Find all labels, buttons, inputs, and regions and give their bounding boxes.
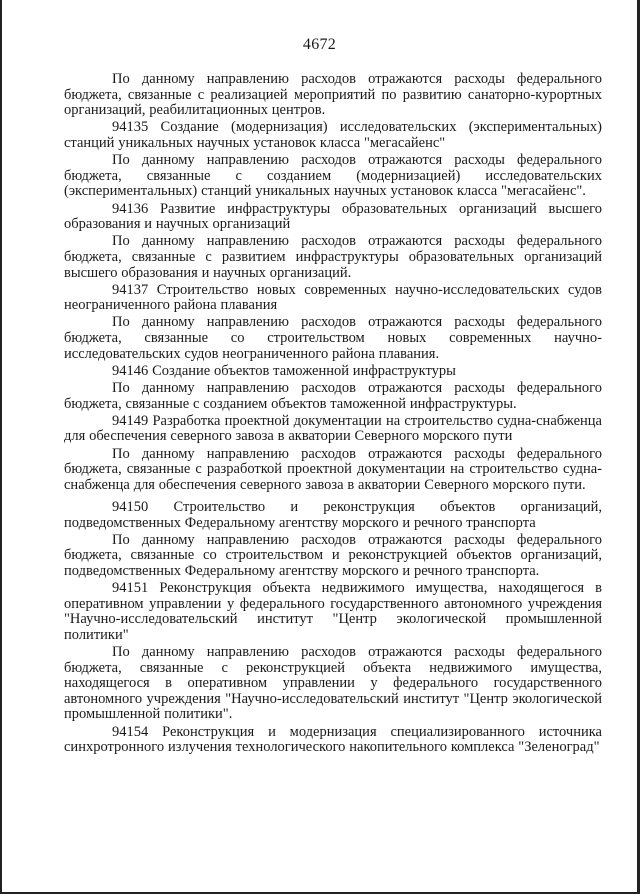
paragraph-94149-description: По данному направлению расходов отражаются расходы федерального бюджета, связанные с разработкой проектной документации на строительство судна-снабженца для обеспечения северного завоза в акватории Северного морского пути. bbox=[64, 445, 602, 493]
item-heading-94151: 94151 Реконструкция объекта недвижимого имущества, находящегося в оперативном управлении у федерального государственного автономного учреждения "Научно-исследовательский институт "Центр экологической промышленной политики" bbox=[64, 580, 602, 643]
paragraph-1: По данному направлению расходов отражаются расходы федерального бюджета, связанные с реализацией мероприятий по развитию санаторно-курортных организаций, реабилитационных центров. bbox=[64, 71, 602, 119]
paragraph-94150-description: По данному направлению расходов отражаются расходы федерального бюджета, связанные со строительством и реконструкцией объектов организаций, подведомственных Федеральному агентству морского и речного транспорта. bbox=[64, 531, 602, 579]
item-heading-94150: 94150 Строительство и реконструкция объектов организаций, подведомственных Федеральному агентству морского и речного транспорта bbox=[64, 498, 602, 531]
item-heading-94154: 94154 Реконструкция и модернизация специализированного источника синхротронного излучения технологического накопительного комплекса "Зеленоград" bbox=[64, 723, 602, 756]
item-heading-94135: 94135 Создание (модернизация) исследовательских (экспериментальных) станций уникальных научных установок класса "мегасайенс" bbox=[64, 119, 602, 151]
item-heading-94136: 94136 Развитие инфраструктуры образовательных организаций высшего образования и научных организаций bbox=[64, 200, 602, 233]
paragraph-94137-description: По данному направлению расходов отражаются расходы федерального бюджета, связанные со строительством новых современных научно-исследовательских судов неограниченного района плавания. bbox=[64, 314, 602, 362]
item-heading-94137: 94137 Строительство новых современных научно-исследовательских судов неограниченного района плавания bbox=[64, 281, 602, 314]
paragraph-94146-description: По данному направлению расходов отражаются расходы федерального бюджета, связанные с созданием объектов таможенной инфраструктуры. bbox=[64, 380, 602, 412]
paragraph-94135-description: По данному направлению расходов отражаются расходы федерального бюджета, связанные с созданием (модернизацией) исследовательских (экспериментальных) станций уникальных научных установок класса "мегасайенс". bbox=[64, 152, 602, 200]
item-heading-94146: 94146 Создание объектов таможенной инфраструктуры bbox=[112, 362, 456, 379]
item-heading-94149: 94149 Разработка проектной документации на строительство судна-снабженца для обеспечения северного завоза в акватории Северного морского пути bbox=[64, 412, 602, 445]
paragraph-94151-description: По данному направлению расходов отражаются расходы федерального бюджета, связанные с реконструкцией объекта недвижимого имущества, находящегося в оперативном управлении у федерального государственного автономного учреждения "Научно-исследовательский институт "Центр экологической промышленной политики". bbox=[64, 644, 602, 723]
paragraph-94136-description: По данному направлению расходов отражаются расходы федерального бюджета, связанные с развитием инфраструктуры образовательных организаций высшего образования и научных организаций. bbox=[64, 233, 602, 281]
document-body bbox=[64, 72, 602, 757]
page-number: 4672 bbox=[302, 36, 337, 53]
